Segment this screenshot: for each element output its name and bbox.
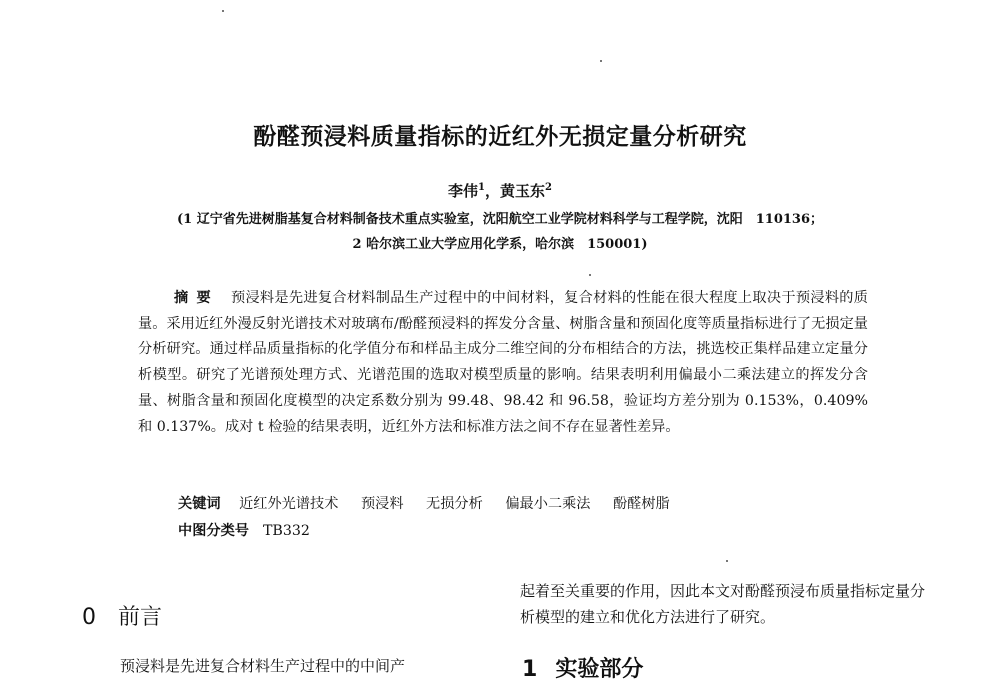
keyword: 预浸料 (360, 496, 404, 512)
author-name: 黄玉东 (500, 182, 546, 200)
section-number: 1 (522, 657, 538, 682)
section-number: 0 (82, 605, 96, 630)
abstract-text: 预浸料是先进复合材料制品生产过程中的中间材料，复合材料的性能在很大程度上取决于预浸料的质量。采用近红外漫反射光谱技术对玻璃布/酚醛预浸料的挥发分含量、树脂含量和预固化度等质量指标进行了无损定量分析研究。通过样品质量指标的化学值分布和样品主成分二维空间的分布相结合的方法，挑选校正集样品建立定量分析模型。研究了光谱预处理方式、光谱范围的选取对模型质量的影响。结果表明利用偏最小二乘法建立的挥发分含量、树脂含量和预固化度模型的决定系数分别为 99.48、98.42 和 96.58，验证均方差分别为 0.153%，0.409%和 0.137%。成对 t 检验的结果表明，近红外方法和标准方法之间不存在显著性差异。 (138, 290, 868, 435)
keywords (178, 493, 878, 513)
author-affil-mark: 1 (478, 182, 485, 193)
clc-value: TB332 (262, 523, 310, 539)
left-column-text: 预浸料是先进复合材料生产过程中的中间产 (120, 657, 406, 675)
scan-speck (726, 560, 728, 562)
keyword: 偏最小二乘法 (505, 496, 591, 512)
keywords-label: 关键词 (178, 496, 221, 512)
keyword: 酚醛树脂 (612, 496, 670, 512)
keyword: 无损分析 (426, 496, 483, 512)
keyword: 近红外光谱技术 (239, 496, 339, 512)
scan-speck (600, 60, 602, 62)
paper-title: 酚醛预浸料质量指标的近红外无损定量分析研究 (253, 124, 747, 150)
classification-number (178, 520, 310, 540)
abstract (138, 286, 868, 440)
author-affil-mark: 2 (545, 182, 552, 193)
section-title: 实验部分 (555, 657, 644, 682)
clc-label: 中图分类号 (178, 523, 249, 539)
section-heading-1 (522, 652, 643, 683)
affiliation-line-2: 2 哈尔滨工业大学应用化学系，哈尔滨 150001) (352, 237, 648, 252)
abstract-label: 摘要 (174, 290, 219, 306)
right-column-text: 起着至关重要的作用，因此本文对酚醛预浸布质量指标定量分析模型的建立和优化方法进行了研究。 (520, 582, 926, 626)
scan-speck (222, 10, 224, 12)
author-name: 李伟 (448, 182, 479, 200)
author-separator: ， (484, 182, 500, 200)
section-heading-0 (82, 600, 162, 631)
section-title: 前言 (118, 605, 163, 630)
affiliation-line-1: (1 辽宁省先进树脂基复合材料制备技术重点实验室，沈阳航空工业学院材料科学与工程学院，沈阳 110136； (177, 212, 823, 227)
scan-speck (589, 274, 591, 276)
author-line (0, 180, 1000, 201)
